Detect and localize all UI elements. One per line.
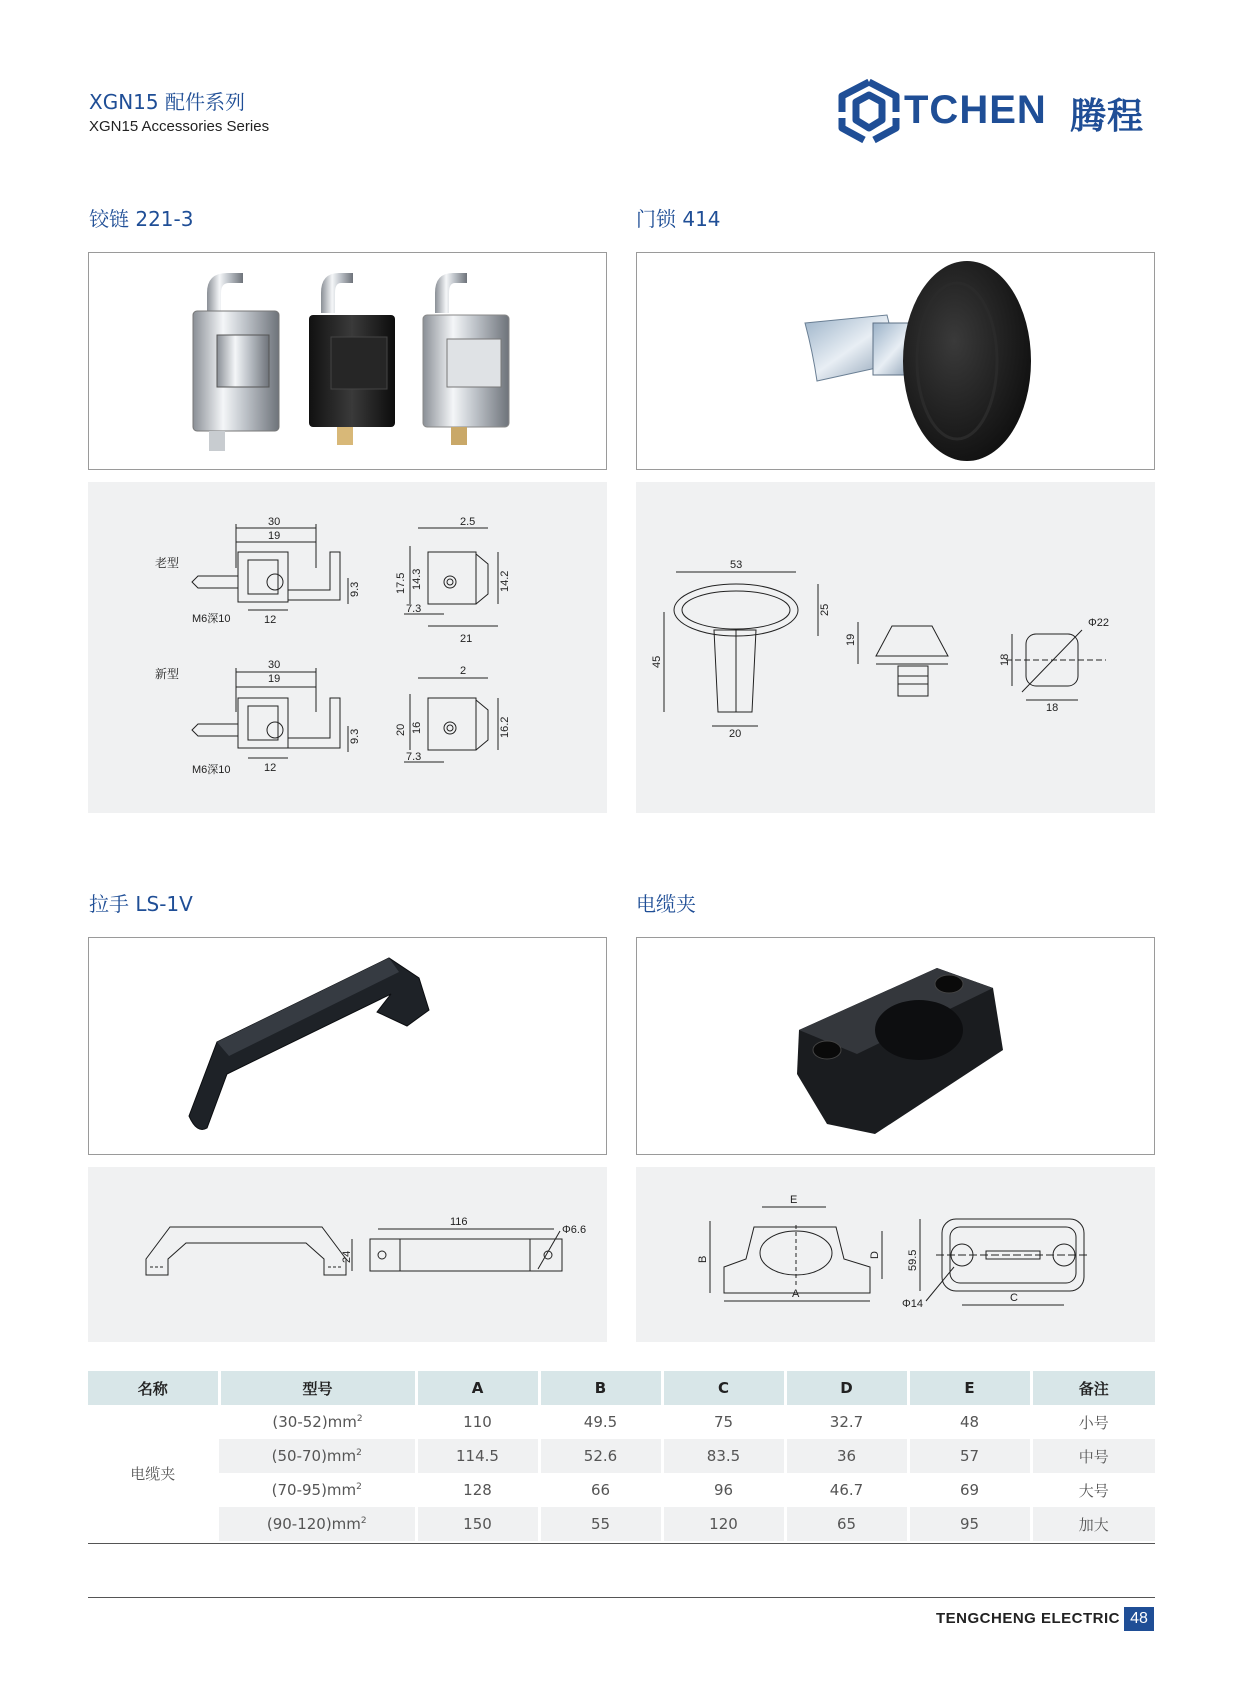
product-name-cell: 电缆夹 — [130, 1464, 176, 1483]
handle-drawing — [88, 1167, 607, 1342]
hinge-old-label: 老型 — [155, 556, 180, 570]
svg-text:14.2: 14.2 — [499, 570, 511, 592]
svg-text:Φ6.6: Φ6.6 — [562, 1224, 587, 1236]
col-header: 备注 — [1031, 1371, 1155, 1405]
svg-text:E: E — [790, 1194, 798, 1206]
value-cell-b: 52.6 — [539, 1439, 662, 1473]
value-cell-d: 36 — [785, 1439, 908, 1473]
value-cell-d: 65 — [785, 1507, 908, 1541]
col-header: B — [539, 1371, 662, 1405]
hinge-drawing — [88, 482, 607, 813]
value-cell-e: 95 — [908, 1507, 1031, 1541]
value-cell-a: 150 — [416, 1507, 539, 1541]
svg-text:59.5: 59.5 — [907, 1249, 919, 1271]
svg-text:7.3: 7.3 — [406, 751, 422, 763]
svg-text:9.3: 9.3 — [349, 728, 361, 744]
note-cell: 加大 — [1031, 1507, 1155, 1541]
value-cell-b: 49.5 — [539, 1405, 662, 1439]
svg-text:53: 53 — [730, 559, 743, 571]
lock-photo — [636, 252, 1155, 470]
model-cell: $(50-70)mm^2$ — [219, 1439, 416, 1473]
svg-text:7.3: 7.3 — [406, 603, 422, 615]
svg-text:21: 21 — [460, 633, 473, 645]
col-header: C — [662, 1371, 785, 1405]
page-number: 48 — [1124, 1607, 1154, 1631]
svg-text:19: 19 — [268, 530, 281, 542]
page-title-cn: XGN15 配件系列 — [89, 90, 245, 114]
value-cell-c: 83.5 — [662, 1439, 785, 1473]
value-cell-e: 57 — [908, 1439, 1031, 1473]
svg-text:19: 19 — [845, 633, 857, 646]
hinge-photo — [88, 252, 607, 470]
svg-text:B: B — [697, 1255, 709, 1263]
handle-photo — [88, 937, 607, 1155]
svg-text:C: C — [1010, 1292, 1018, 1304]
svg-text:2.5: 2.5 — [460, 516, 476, 528]
svg-text:17.5: 17.5 — [395, 572, 407, 594]
brand-latin: TCHEN — [904, 88, 1047, 132]
svg-text:18: 18 — [1046, 702, 1059, 714]
table-row — [88, 1405, 1155, 1439]
lock-title: 门锁 414 — [636, 207, 721, 231]
col-header: 名称 — [88, 1371, 219, 1405]
note-cell: 中号 — [1031, 1439, 1155, 1473]
svg-text:20: 20 — [729, 728, 742, 740]
svg-text:M6深10: M6深10 — [192, 613, 231, 625]
value-cell-a: 110 — [416, 1405, 539, 1439]
value-cell-a: 128 — [416, 1473, 539, 1507]
value-cell-e: 69 — [908, 1473, 1031, 1507]
clamp-drawing — [636, 1167, 1155, 1342]
table-row — [88, 1439, 1155, 1473]
svg-text:9.3: 9.3 — [349, 581, 361, 597]
value-cell-a: 114.5 — [416, 1439, 539, 1473]
svg-text:Φ22: Φ22 — [1088, 617, 1110, 629]
hinge-new-label: 新型 — [155, 667, 180, 681]
model-cell: $(90-120)mm^2$ — [219, 1507, 416, 1541]
table-row — [88, 1473, 1155, 1507]
svg-text:20: 20 — [395, 723, 407, 736]
value-cell-c: 120 — [662, 1507, 785, 1541]
col-header: 型号 — [219, 1371, 416, 1405]
clamp-photo — [636, 937, 1155, 1155]
footer-company: TENGCHENG ELECTRIC — [936, 1610, 1121, 1627]
svg-text:45: 45 — [651, 655, 663, 668]
value-cell-d: 32.7 — [785, 1405, 908, 1439]
table-row — [88, 1507, 1155, 1541]
svg-text:M6深10: M6深10 — [192, 764, 231, 776]
note-cell: 大号 — [1031, 1473, 1155, 1507]
svg-text:18: 18 — [999, 653, 1011, 666]
value-cell-c: 75 — [662, 1405, 785, 1439]
svg-text:25: 25 — [819, 603, 831, 616]
svg-text:16.2: 16.2 — [499, 716, 511, 738]
value-cell-c: 96 — [662, 1473, 785, 1507]
logo-mark-icon — [834, 78, 904, 144]
col-header: A — [416, 1371, 539, 1405]
hinge-black-image — [309, 273, 395, 445]
note-cell: 小号 — [1031, 1405, 1155, 1439]
table-bottom-rule — [88, 1543, 1155, 1544]
svg-text:16: 16 — [411, 721, 423, 734]
svg-text:A: A — [792, 1288, 800, 1300]
svg-text:Φ14: Φ14 — [902, 1298, 924, 1310]
value-cell-e: 48 — [908, 1405, 1031, 1439]
hinge-chrome-image — [193, 273, 279, 451]
hinge-title: 铰链 221-3 — [89, 207, 194, 231]
svg-text:30: 30 — [268, 659, 281, 671]
col-header: E — [908, 1371, 1031, 1405]
spec-table — [88, 1371, 1155, 1541]
svg-text:12: 12 — [264, 614, 277, 626]
model-cell: $(70-95)mm^2$ — [271, 1481, 362, 1499]
svg-text:116: 116 — [450, 1216, 468, 1228]
clamp-title: 电缆夹 — [636, 892, 696, 916]
brand-logo — [834, 78, 1154, 146]
value-cell-b: 66 — [539, 1473, 662, 1507]
lock-drawing — [636, 482, 1155, 813]
page-title-en: XGN15 Accessories Series — [89, 118, 270, 135]
handle-title: 拉手 LS-1V — [89, 892, 193, 916]
svg-text:30: 30 — [268, 516, 281, 528]
table-header-row — [88, 1371, 1155, 1405]
footer-rule — [88, 1597, 1155, 1598]
svg-text:2: 2 — [460, 665, 467, 677]
hinge-satin-image — [423, 273, 509, 445]
svg-text:12: 12 — [264, 762, 277, 774]
col-header: D — [785, 1371, 908, 1405]
svg-text:14.3: 14.3 — [411, 568, 423, 590]
value-cell-b: 55 — [539, 1507, 662, 1541]
value-cell-d: 46.7 — [785, 1473, 908, 1507]
brand-cn: 腾程 — [1070, 96, 1145, 137]
svg-text:19: 19 — [268, 673, 281, 685]
svg-text:D: D — [869, 1251, 881, 1259]
svg-text:24: 24 — [341, 1250, 353, 1263]
model-cell: $(30-52)mm^2$ — [219, 1405, 416, 1439]
